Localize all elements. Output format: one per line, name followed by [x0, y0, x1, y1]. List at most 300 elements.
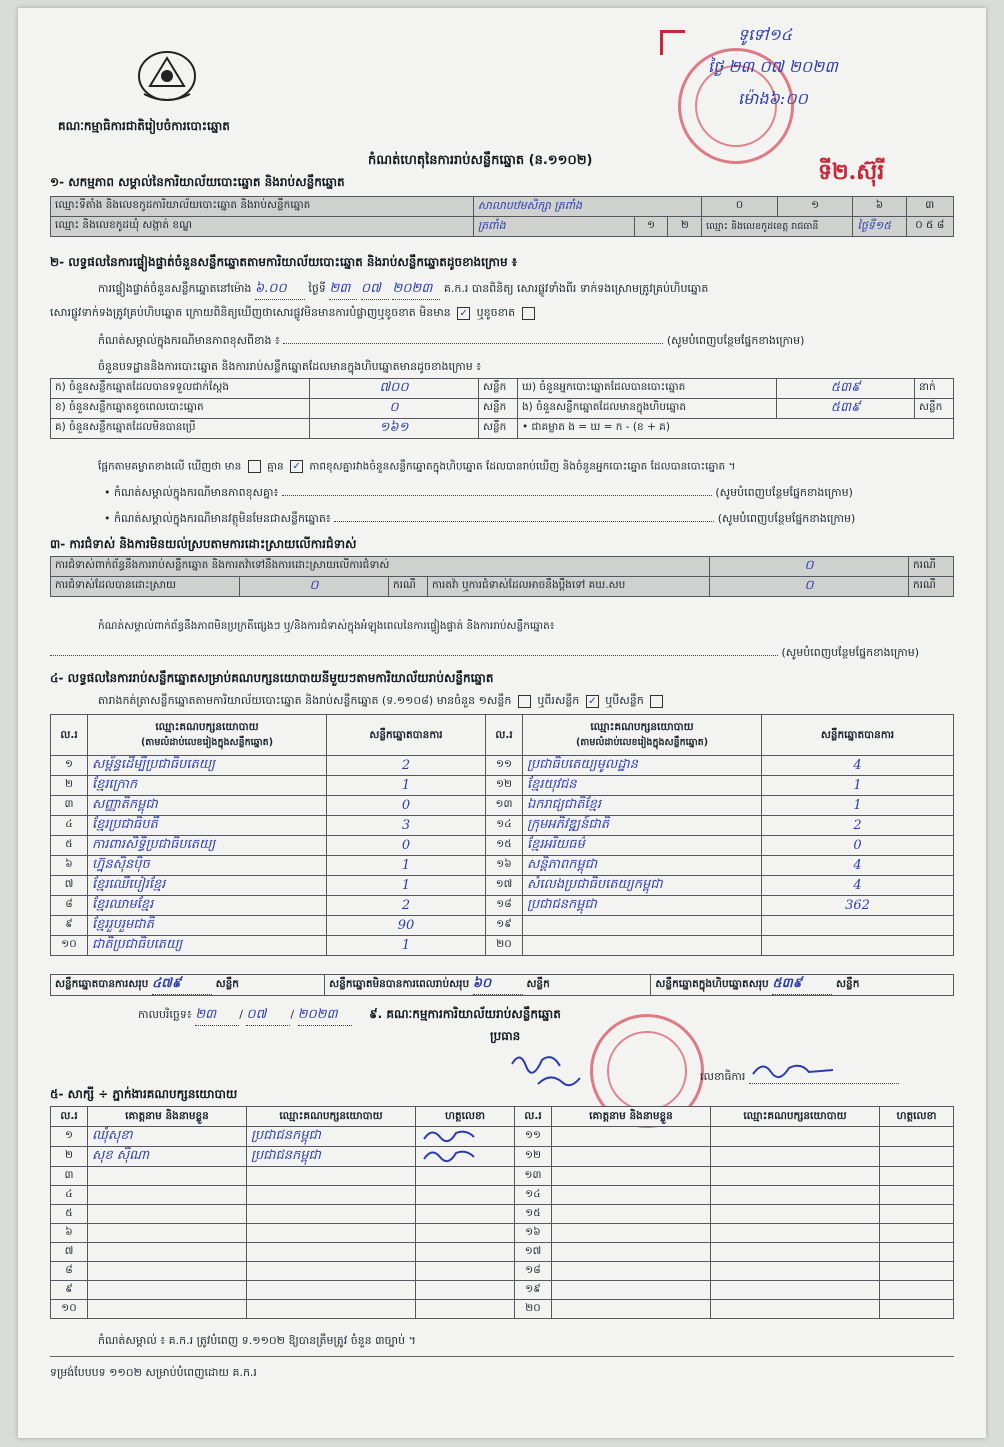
- lock-no-damage-checkbox[interactable]: ✓: [457, 307, 470, 320]
- witness-row: [51, 1224, 954, 1243]
- result-no: ៥: [51, 836, 88, 856]
- verification-day: ២៣: [329, 280, 357, 300]
- result-no: ១៧: [486, 876, 523, 896]
- col-party-right-title: ឈ្មោះគណបក្សនយោបាយ: [590, 721, 694, 733]
- province-value: ថ្ងៃទី១៥: [853, 217, 906, 237]
- objection-note: កំណត់សម្គាល់ពាក់ព័ន្ធនឹងភាពមិនប្រក្រតីផ្សេងៗ ឬ/និងការជំទាស់ក្នុងអំឡុងពេលនៃការផ្ទៀងផ្ទាត់ និងការរាប់សន្លឹកឆ្នោត៖: [98, 620, 555, 632]
- difference-note-hint: (សូមបំពេញបន្ថែមផ្នែកខាងក្រោម): [666, 334, 805, 347]
- witness-signature: [880, 1147, 954, 1167]
- result-votes: 90: [327, 916, 486, 936]
- witness-no: ១៩: [515, 1281, 552, 1300]
- compare-line: [98, 460, 735, 476]
- voters-label: ឃ) ចំនួនអ្នកបោះឆ្នោតដែលបានបោះឆ្នោត: [518, 379, 777, 399]
- received-value: ៧០០: [310, 379, 479, 399]
- resolved-value: ០: [240, 577, 389, 597]
- commune-code-2: ២: [668, 217, 702, 237]
- total-invalid-value: ៦០: [473, 975, 523, 995]
- section5-title: ៥- សាក្សី ÷ ភ្នាក់ងារគណបក្សនយោបាយ: [50, 1087, 238, 1101]
- total-valid-cell: [51, 975, 325, 996]
- witness-party: [711, 1205, 880, 1224]
- station-code-2: ១: [777, 197, 853, 217]
- results-row: [51, 856, 954, 876]
- witness-row: [51, 1186, 954, 1205]
- result-party: ខ្មែរឈើបៀរខ្មែរ: [88, 876, 327, 896]
- objection-row-1: [51, 557, 954, 577]
- result-no: ១: [51, 756, 88, 776]
- result-party: ខ្មែរអរិយធម៌: [523, 836, 762, 856]
- witness-no: ១៧: [515, 1243, 552, 1262]
- result-votes: 0: [327, 796, 486, 816]
- witness-row: [51, 1262, 954, 1281]
- result-votes: 1: [762, 796, 954, 816]
- result-no: ១១: [486, 756, 523, 776]
- witness-signature: [880, 1186, 954, 1205]
- station-code-4: ៣: [906, 197, 953, 217]
- compare-yes-checkbox[interactable]: [248, 460, 261, 473]
- witness-no: ១៦: [515, 1224, 552, 1243]
- col-party-right: [523, 715, 762, 756]
- section2-title: ២- លទ្ធផលនៃការផ្ទៀងផ្ទាត់ចំនួនសន្លឹកឆ្នោតតាមការិយាល័យបោះឆ្នោត និងរាប់សន្លឹកឆ្នោតដូចខាងក្រោម ៖: [50, 255, 518, 269]
- org-name: គណៈកម្មាធិការជាតិរៀបចំការបោះឆ្នោត: [58, 119, 230, 133]
- objection-note-field[interactable]: [50, 655, 778, 656]
- total-box-label: សន្លឹកឆ្នោតក្នុងហិបឆ្នោតសរុប: [655, 978, 769, 990]
- results-row: [51, 836, 954, 856]
- witness-name: [88, 1300, 247, 1319]
- result-no: ២០: [486, 936, 523, 956]
- result-party: ខ្មែរយុវជន: [523, 776, 762, 796]
- total-invalid-label: សន្លឹកឆ្នោតមិនបានការពេលរាប់សរុប: [329, 978, 470, 990]
- difference-note-field[interactable]: [283, 343, 663, 344]
- compare-rest-text: ភាពខុសគ្នារវាងចំនួនសន្លឹកឆ្នោតក្នុងហិបឆ្នោត ដែលបានរាប់ឃើញ និងចំនួនអ្នកបោះឆ្នោត ដែលបានបោះឆ្នោត ។: [309, 460, 736, 473]
- chair-label: ប្រធាន: [490, 1029, 521, 1043]
- witness-party: [247, 1167, 416, 1186]
- witness-no: ១៥: [515, 1205, 552, 1224]
- result-no: ១០: [51, 936, 88, 956]
- verification-day-label: ថ្ងៃទី: [308, 282, 326, 295]
- results-row: [51, 876, 954, 896]
- result-party: សំលេងប្រជាធិបតេយ្យកម្ពុជា: [523, 876, 762, 896]
- col-party-left-title: ឈ្មោះគណបក្សនយោបាយ: [155, 721, 259, 733]
- result-party: សញ្ញាតិកម្ពុជា: [88, 796, 327, 816]
- results-row: [51, 796, 954, 816]
- results-table: [50, 714, 954, 956]
- objection-value: ០: [710, 557, 909, 577]
- witness-name: [552, 1167, 711, 1186]
- witness-signature: [416, 1262, 515, 1281]
- totals-table: [50, 974, 954, 996]
- province-code-2: ៥: [926, 219, 934, 231]
- result-no: ៣: [51, 796, 88, 816]
- station-code-1: ០: [702, 197, 778, 217]
- witness-signature: [416, 1167, 515, 1186]
- province-code-3: ៨: [936, 219, 945, 231]
- station-value: សាលាបឋមសិក្សា ត្រពាំង: [473, 197, 701, 217]
- witness-name: ឈុំសុខា: [88, 1127, 247, 1147]
- witness-no: ១២: [515, 1147, 552, 1167]
- bullet2-field[interactable]: [334, 521, 714, 522]
- witness-row: [51, 1167, 954, 1186]
- spoiled-unit: សន្លឹក: [479, 399, 518, 419]
- lock-damaged-label: ឬខូចខាត: [476, 306, 516, 319]
- result-no: ២: [51, 776, 88, 796]
- result-party: ប្រជាធិបតេយ្យមូលដ្ឋាន: [523, 756, 762, 776]
- objection-note-hint: (សូមបំពេញបន្ថែមផ្នែកខាងក្រោម): [781, 646, 920, 659]
- stamp-note-line3: ម៉ោង៦:០០: [738, 89, 808, 108]
- result-votes: 4: [762, 856, 954, 876]
- result-no: ១៤: [486, 816, 523, 836]
- witness-party: [247, 1243, 416, 1262]
- witness-party: [711, 1186, 880, 1205]
- secretary-line: [700, 1058, 899, 1086]
- stamp-signature-note: ទី២.ស៊ុរី: [818, 159, 885, 185]
- witness-col-sign-right: ហត្ថលេខា: [880, 1107, 954, 1127]
- total-box-value: ៥៣៩: [772, 975, 832, 995]
- witness-col-no-left: ល.រ: [51, 1107, 88, 1127]
- spoiled-label: ខ) ចំនួនសន្លឹកឆ្នោតខូចពេលបោះឆ្នោត: [51, 399, 310, 419]
- witness-signature: [416, 1186, 515, 1205]
- witness-signature: [416, 1281, 515, 1300]
- witness-table: [50, 1106, 954, 1319]
- date-line: កាលបរិច្ឆេទ៖ ២៣ / ០៧ / ២០២៣ ៩. គណៈកម្មការការិយាល័យរាប់សន្លឹកឆ្នោត: [138, 1006, 561, 1026]
- witness-row: [51, 1127, 954, 1147]
- result-party: ប្រជាជនកម្ពុជា: [523, 896, 762, 916]
- total-box-unit: សន្លឹក: [836, 978, 860, 990]
- lock-damaged-checkbox[interactable]: [522, 307, 535, 320]
- verification-line: [98, 280, 708, 300]
- section1-title: ១- សកម្មភាព សម្គាល់នៃការិយាល័យបោះឆ្នោត និងរាប់សន្លឹកឆ្នោត: [50, 175, 345, 189]
- witness-party: [247, 1300, 416, 1319]
- witness-party: [711, 1127, 880, 1147]
- sheet-count-line: [98, 694, 666, 710]
- result-party: ហ្វ៊ុនស៊ិនប៉ិច: [88, 856, 327, 876]
- witness-header: [51, 1107, 954, 1127]
- witness-party: [711, 1147, 880, 1167]
- witness-name: [88, 1186, 247, 1205]
- results-row: [51, 756, 954, 776]
- formula-text: • ជាគម្លាត ង = ឃ = ក - (ខ + គ): [518, 419, 954, 439]
- witness-name: [552, 1186, 711, 1205]
- witness-no: ៤: [51, 1186, 88, 1205]
- stamp-note-line1: ទូទៅ១៤: [738, 25, 792, 44]
- witness-party: [711, 1224, 880, 1243]
- total-valid-unit: សន្លឹក: [215, 978, 239, 990]
- witness-name: [552, 1127, 711, 1147]
- witness-row: [51, 1281, 954, 1300]
- province-code: [906, 217, 953, 237]
- total-box-cell: [651, 975, 954, 996]
- witness-party: [711, 1300, 880, 1319]
- witness-name: [552, 1243, 711, 1262]
- result-votes: 3: [327, 816, 486, 836]
- witness-no: ៩: [51, 1281, 88, 1300]
- witness-name: សុខ ស៊ីណា: [88, 1147, 247, 1167]
- unused-value: ១៦១: [310, 419, 479, 439]
- result-party: ខ្មែរឈាមខ្មែរ: [88, 896, 327, 916]
- witness-no: ១: [51, 1127, 88, 1147]
- result-party: ខ្មែរប្រជាធិបតី: [88, 816, 327, 836]
- received-label: ក) ចំនួនសន្លឹកឆ្នោតដែលបានទទួលជាក់ស្តែង: [51, 379, 310, 399]
- witness-name: [88, 1243, 247, 1262]
- appeal-unit: ករណី: [909, 577, 954, 597]
- witness-row: [51, 1147, 954, 1167]
- result-no: ១៩: [486, 916, 523, 936]
- result-party: [523, 936, 762, 956]
- footer-rule: [50, 1356, 954, 1357]
- result-no: ១៣: [486, 796, 523, 816]
- witness-party: [247, 1224, 416, 1243]
- result-no: ៦: [51, 856, 88, 876]
- result-votes: 2: [327, 756, 486, 776]
- witness-col-name-right: គោត្តនាម និងនាមខ្លួន: [552, 1107, 711, 1127]
- witness-name: [88, 1205, 247, 1224]
- sheet-two-checkbox[interactable]: ✓: [586, 695, 599, 708]
- witness-col-sign-left: ហត្ថលេខា: [416, 1107, 515, 1127]
- in-box-label: ង) ចំនួនសន្លឹកឆ្នោតដែលមានក្នុងហិបឆ្នោត: [518, 399, 777, 419]
- witness-name: [552, 1281, 711, 1300]
- resolved-unit: ករណី: [389, 577, 428, 597]
- witness-no: ១១: [515, 1127, 552, 1147]
- result-votes: 0: [762, 836, 954, 856]
- results-header: [51, 715, 954, 756]
- col-party-right-sub: (តាមលំដាប់លេខរៀងក្នុងសន្លឹកឆ្នោត): [575, 737, 709, 748]
- witness-name: [88, 1262, 247, 1281]
- witness-signature: [880, 1300, 954, 1319]
- witness-party: ប្រជាជនកម្ពុជា: [247, 1147, 416, 1167]
- col-votes-right: សន្លឹកឆ្នោតបានការ: [762, 715, 954, 756]
- result-party: ឯករាជ្យជាតិខ្មែរ: [523, 796, 762, 816]
- ballot-intro: ចំនួនបទដ្ឋាននិងការបោះឆ្នោត និងការរាប់សន្លឹកឆ្នោតដែលមានក្នុងហិបឆ្នោតមានដូចខាងក្រោម ៖: [98, 360, 482, 373]
- witness-row: [51, 1300, 954, 1319]
- signature-scribble: [420, 1127, 480, 1143]
- witness-name: [88, 1224, 247, 1243]
- witness-signature: [880, 1281, 954, 1300]
- witness-party: [711, 1262, 880, 1281]
- stamp-note-line2: ថ្ងៃ ២៣ ០៧ ២០២៣: [708, 57, 838, 76]
- witness-no: ៨: [51, 1262, 88, 1281]
- witness-signature: [880, 1205, 954, 1224]
- witness-signature: [880, 1262, 954, 1281]
- witness-col-party-left: ឈ្មោះគណបក្សនយោបាយ: [247, 1107, 416, 1127]
- bullet1-line: [104, 486, 853, 502]
- station-code-3: ៦: [853, 197, 906, 217]
- witness-no: ៦: [51, 1224, 88, 1243]
- result-votes: 2: [762, 816, 954, 836]
- witness-party: [247, 1262, 416, 1281]
- witness-party: [247, 1205, 416, 1224]
- sheet-three-label: ឬបីសន្លឹក: [605, 694, 644, 707]
- total-invalid-unit: សន្លឹក: [526, 978, 550, 990]
- result-no: ១៨: [486, 896, 523, 916]
- voters-unit: នាក់: [915, 379, 954, 399]
- result-votes: 362: [762, 896, 954, 916]
- results-row: [51, 916, 954, 936]
- result-no: ១៥: [486, 836, 523, 856]
- witness-name: [552, 1147, 711, 1167]
- date-year: ២០២៣: [298, 1006, 352, 1026]
- in-box-value: ៥៣៩: [777, 399, 915, 419]
- witness-no: ១៤: [515, 1186, 552, 1205]
- witness-signature: [416, 1127, 515, 1147]
- witness-party: [711, 1243, 880, 1262]
- lock-check-text: សោរផ្លូវទាក់ទងត្រូវគ្រប់ហិបឆ្នោត ក្រោយពិនិត្យឃើញថាសោរផ្លូវមិនមានការបំផ្លាញឬខូចខាត: [50, 306, 416, 319]
- result-votes: 1: [327, 876, 486, 896]
- result-votes: [762, 936, 954, 956]
- sheet-count-text: តារាងកត់ត្រាសន្លឹកឆ្នោតតាមការិយាល័យបោះឆ្នោត និងរាប់សន្លឹកឆ្នោត (ទ.១១០៨) មានចំនួន ១សន្លឹក: [98, 694, 512, 707]
- bullet1-field[interactable]: [282, 495, 712, 496]
- unused-unit: សន្លឹក: [479, 419, 518, 439]
- section1-table: [50, 196, 954, 237]
- form-footnote: កំណត់សម្គាល់ ៖ គ.ក.រ ត្រូវបំពេញ ទ.១១០២ ឱ្យបានត្រឹមត្រូវ ចំនួន ៣ច្បាប់ ។: [98, 1334, 416, 1347]
- result-votes: 1: [327, 856, 486, 876]
- witness-no: ១៣: [515, 1167, 552, 1186]
- compare-no-checkbox[interactable]: ✓: [290, 460, 303, 473]
- witness-party: ប្រជាជនកម្ពុជា: [247, 1127, 416, 1147]
- total-valid-label: សន្លឹកឆ្នោតបានការសរុប: [55, 978, 149, 990]
- result-no: ៨: [51, 896, 88, 916]
- appeal-value: ០: [710, 577, 909, 597]
- compare-text: ផ្អែកតាមគម្លាតខាងលើ ឃើញថា មាន: [98, 460, 242, 473]
- col-party-left-sub: (តាមលំដាប់លេខរៀងក្នុងសន្លឹកឆ្នោត): [140, 737, 274, 748]
- objection-note-line: [50, 646, 919, 662]
- result-votes: 4: [762, 756, 954, 776]
- objection-unit: ករណី: [909, 557, 954, 577]
- witness-signature: [416, 1300, 515, 1319]
- voters-value: ៥៣៩: [777, 379, 915, 399]
- compare-no-label: គ្មាន: [267, 460, 284, 473]
- difference-note-line: [98, 334, 804, 350]
- result-party: [523, 916, 762, 936]
- result-party: សម្ព័ន្ធដើម្បីប្រជាធិបតេយ្យ: [88, 756, 327, 776]
- unused-label: គ) ចំនួនសន្លឹកឆ្នោតដែលមិនបានប្រើ: [51, 419, 310, 439]
- bullet2-label: • កំណត់សម្គាល់ក្នុងករណីមានវត្ថុមិនមែនជាសន្លឹកឆ្នោត៖: [104, 512, 331, 525]
- witness-signature: [416, 1224, 515, 1243]
- sheet-one-checkbox[interactable]: [518, 695, 531, 708]
- bullet1-hint: (សូមបំពេញបន្ថែមផ្នែកខាងក្រោម): [715, 486, 853, 499]
- nec-emblem-icon: [136, 46, 198, 104]
- witness-signature: [416, 1147, 515, 1167]
- spoiled-value: ០: [310, 399, 479, 419]
- witness-signature: [880, 1243, 954, 1262]
- col-votes-left: សន្លឹកឆ្នោតបានការ: [327, 715, 486, 756]
- committee-label: ៩. គណៈកម្មការការិយាល័យរាប់សន្លឹកឆ្នោត: [369, 1007, 561, 1021]
- results-row: [51, 936, 954, 956]
- verification-time: ៦.០០: [255, 280, 305, 300]
- witness-party: [247, 1186, 416, 1205]
- secretary-signature: [749, 1058, 899, 1084]
- station-label: ឈ្មោះទីតាំង និងលេខកូដការិយាល័យបោះឆ្នោត និងរាប់សន្លឹកឆ្នោត: [51, 197, 474, 217]
- result-votes: 2: [327, 896, 486, 916]
- witness-row: [51, 1243, 954, 1262]
- col-no-right: ល.រ: [486, 715, 523, 756]
- result-party: ជាតិប្រជាធិបតេយ្យ: [88, 936, 327, 956]
- chair-signature: [508, 1044, 618, 1098]
- form-sheet: [18, 8, 986, 1438]
- witness-no: ៥: [51, 1205, 88, 1224]
- witness-no: ១០: [51, 1300, 88, 1319]
- witness-col-name-left: គោត្តនាម និងនាមខ្លួន: [88, 1107, 247, 1127]
- col-no-left: ល.រ: [51, 715, 88, 756]
- ballot-row-a: [51, 379, 954, 399]
- witness-party: [711, 1281, 880, 1300]
- results-row: [51, 816, 954, 836]
- result-party: ខ្មែររួបរួមជាតិ: [88, 916, 327, 936]
- province-label: ឈ្មោះ និងលេខកូដខេត្ត រាជធានី: [702, 217, 853, 237]
- result-party: ក្រុមអភិវឌ្ឍន៍ជាតិ: [523, 816, 762, 836]
- witness-no: ៣: [51, 1167, 88, 1186]
- result-votes: 1: [327, 776, 486, 796]
- witness-no: ២: [51, 1147, 88, 1167]
- stamp-corner-mark: [660, 30, 685, 55]
- verification-suffix: គ.ក.រ បានពិនិត្យ សោរផ្លូវទាំងពីរ ទាក់ទងស្រោមត្រូវគ្រប់ហិបឆ្នោត: [443, 282, 709, 295]
- witness-party: [247, 1281, 416, 1300]
- result-no: ១២: [486, 776, 523, 796]
- appeal-label: ការតវ៉ា ឬការជំទាស់ដែលអាចនឹងប្តឹងទៅ គឃ.សប: [428, 577, 710, 597]
- result-no: ១៦: [486, 856, 523, 876]
- result-no: ៧: [51, 876, 88, 896]
- witness-name: [88, 1167, 247, 1186]
- result-party: ខ្មែរក្រោក: [88, 776, 327, 796]
- verification-prefix: ការផ្ទៀងផ្ទាត់ចំនួនសន្លឹកឆ្នោតនៅម៉ោង: [98, 282, 252, 295]
- results-row: [51, 896, 954, 916]
- witness-no: ៧: [51, 1243, 88, 1262]
- ballot-count-table: [50, 378, 954, 439]
- witness-signature: [880, 1127, 954, 1147]
- section3-title: ៣- ការជំទាស់ និងការមិនយល់ស្របតាមការដោះស្រាយលើការជំទាស់: [50, 537, 357, 551]
- secretary-label: លេខាធិការ: [700, 1070, 746, 1083]
- witness-signature: [880, 1224, 954, 1243]
- bullet2-line: [104, 512, 855, 528]
- resolved-label: ការជំទាស់ដែលបានដោះស្រាយ: [51, 577, 240, 597]
- result-no: ៤: [51, 816, 88, 836]
- form-footer: ទម្រង់បែបបទ ១១០២ សម្រាប់បំពេញដោយ គ.ក.រ: [50, 1366, 257, 1379]
- ballot-row-c: [51, 419, 954, 439]
- witness-signature: [880, 1167, 954, 1186]
- objection-label: ការជំទាស់ពាក់ព័ន្ធនឹងការរាប់សន្លឹកឆ្នោត និងការតវ៉ាទៅនឹងការដោះស្រាយលើការជំទាស់: [51, 557, 710, 577]
- witness-name: [552, 1262, 711, 1281]
- form-title: កំណត់ហេតុនៃការរាប់សន្លឹកឆ្នោត (ន.១១០២): [368, 153, 593, 168]
- sheet-three-checkbox[interactable]: [650, 695, 663, 708]
- totals-row: [51, 975, 954, 996]
- results-row: [51, 776, 954, 796]
- witness-no: ២០: [515, 1300, 552, 1319]
- witness-col-party-right: ឈ្មោះគណបក្សនយោបាយ: [711, 1107, 880, 1127]
- total-invalid-cell: [325, 975, 651, 996]
- signature-scribble: [420, 1147, 480, 1163]
- verification-year: ២០២៣: [392, 280, 440, 300]
- in-box-unit: សន្លឹក: [915, 399, 954, 419]
- result-party: សន្តិភាពកម្ពុជា: [523, 856, 762, 876]
- result-no: ៩: [51, 916, 88, 936]
- witness-name: [552, 1224, 711, 1243]
- received-unit: សន្លឹក: [479, 379, 518, 399]
- commune-code-1: ១: [634, 217, 668, 237]
- witness-signature: [416, 1243, 515, 1262]
- date-month: ០៧: [246, 1006, 290, 1026]
- witness-signature: [416, 1205, 515, 1224]
- result-votes: 1: [327, 936, 486, 956]
- witness-no: ១៨: [515, 1262, 552, 1281]
- witness-row: [51, 1205, 954, 1224]
- bullet1-label: • កំណត់សម្គាល់ក្នុងករណីមានភាពខុសគ្នា៖: [104, 486, 279, 499]
- date-label: កាលបរិច្ឆេទ៖: [138, 1008, 192, 1021]
- result-votes: 0: [327, 836, 486, 856]
- commune-value: ត្រពាំង: [473, 217, 634, 237]
- sheet-two-label: ឬពីរសន្លឹក: [537, 694, 580, 707]
- objection-row-2: [51, 577, 954, 597]
- bullet2-hint: (សូមបំពេញបន្ថែមផ្នែកខាងក្រោម): [717, 512, 856, 525]
- date-day: ២៣: [195, 1006, 239, 1026]
- lock-no-damage-label: មិនមាន: [419, 306, 451, 319]
